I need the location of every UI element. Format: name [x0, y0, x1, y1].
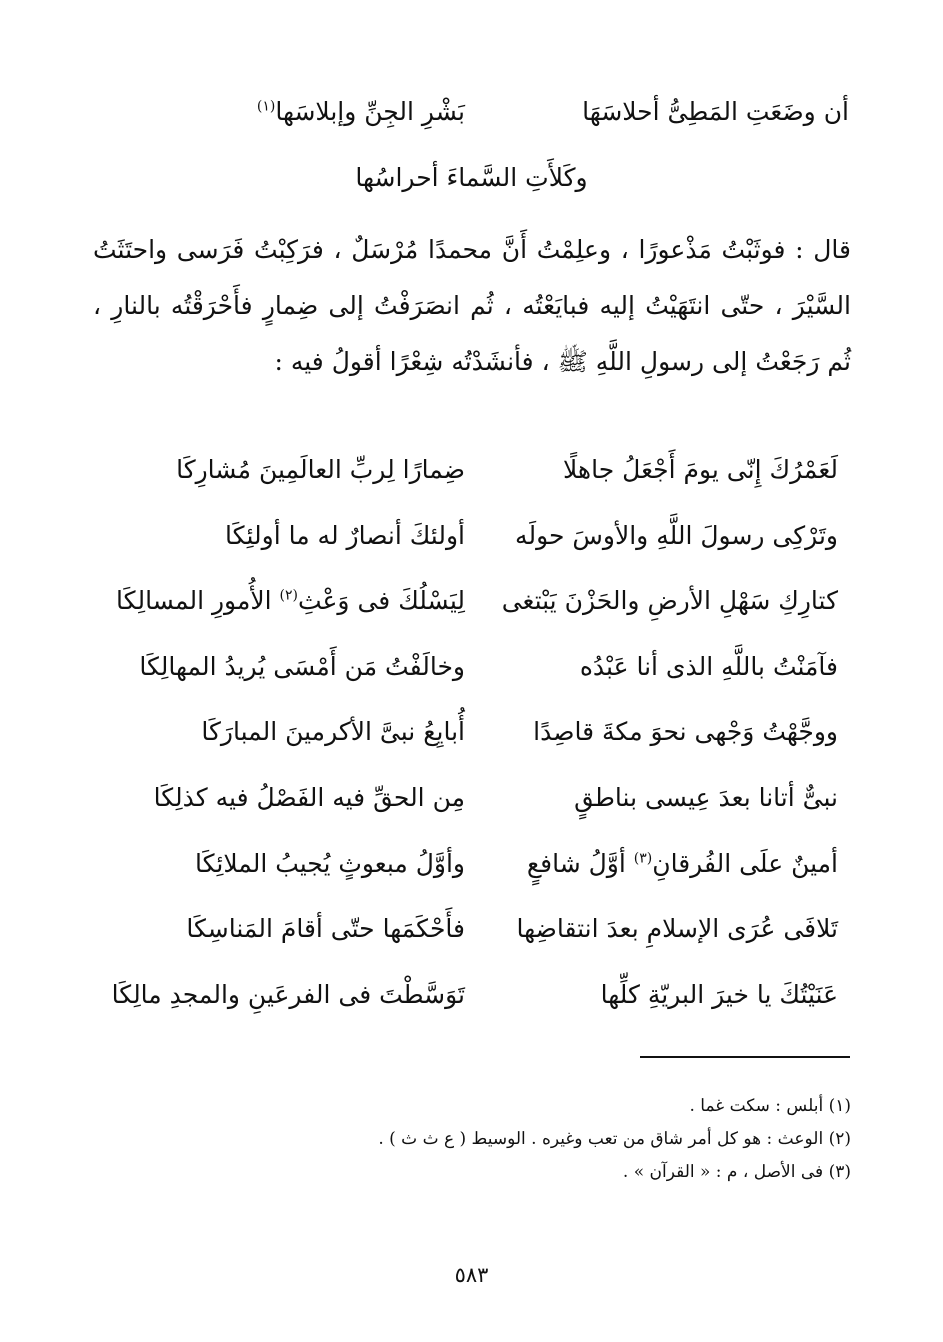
footnote-marker: (٣)	[633, 850, 653, 867]
hemistich-part: الأُمورِ المسالِكَا	[116, 586, 280, 615]
opening-verse-second-hemistich	[582, 92, 849, 132]
poem-right-hemistich: لَعَمْرُكَ إِنّى يومَ أَجْعَلُ جاهلًا	[563, 455, 838, 484]
opening-verse-text: بَشْرِ الجِنِّ وإبلاسَها	[275, 97, 465, 126]
poem-right-hemistich: ووجَّهْتُ وَجْهى نحوَ مكةَ قاصِدًا	[533, 717, 838, 746]
footnote-1: (١) أبلس : سكت غما .	[689, 1096, 851, 1116]
footnote-3: (٣) فى الأصل ، م : « القرآن » .	[622, 1162, 851, 1182]
poem-left-hemistich: أُبايِعُ نبىَّ الأكرمينَ المبارَكَا	[201, 717, 465, 746]
poem-left-hemistich: فأَحْكَمَها حتّى أقامَ المَناسِكَا	[186, 914, 465, 943]
footnote-separator	[640, 1056, 850, 1058]
hemistich-part: أمينٌ علَى الفُرقانِ	[652, 849, 838, 878]
poem-left-hemistich: وخالَفْتُ مَن أَمْسَى يُريدُ المهالِكَا	[139, 652, 465, 681]
opening-verse-text: أن وضَعَتِ المَطِىُّ أحلاسَهَا	[582, 97, 849, 126]
poem-right-hemistich: نبىٌّ أتانا بعدَ عِيسى بناطقٍ	[574, 783, 838, 812]
poem-left-hemistich: وأوَّلُ مبعوثٍ يُجيبُ الملائِكَا	[194, 849, 465, 878]
poem-left-hemistich: مِن الحقِّ فيه الفَصْلُ فيه كذلِكَا	[153, 783, 465, 812]
opening-verse-continuation: وكَلأَتِ السَّماءَ أحراسُها	[355, 163, 588, 192]
poem-left-hemistich	[116, 581, 465, 621]
poem-right-hemistich	[527, 844, 838, 884]
poem-right-hemistich: كتارِكِ سَهْلِ الأرضِ والحَزْنَ يَبْتغى	[501, 586, 838, 615]
poem-left-hemistich: تَوَسَّطْتَ فى الفرعَينِ والمجدِ مالِكَا	[111, 980, 465, 1009]
poem-right-hemistich: فآمَنْتُ باللَّهِ الذى أنا عَبْدُه	[579, 652, 838, 681]
hemistich-part: أوَّلُ شافعٍ	[526, 849, 634, 878]
footnote-marker: (١)	[256, 98, 276, 115]
prose-paragraph: قال : فوثَبْتُ مَذْعورًا ، وعلِمْتُ أَنَّ محمدًا مُرْسَلٌ ، فرَكِبْتُ فَرَسى واحتَثَتُ السَّيْرَ ، حتّى انتَهَيْتُ إليه فبايَعْتُه ، ثُم انصَرَفْتُ إلى ضِمارٍ فأَحْرَقْتُه بالنارِ ، ثُم رَجَعْتُ إلى رسولِ اللَّهِ ﷺ ، فأنشَدْتُه شِعْرًا أقولُ فيه :	[93, 235, 851, 376]
poem-right-hemistich: وتَرْكِى رسولَ اللَّهِ والأوسَ حولَه	[515, 521, 838, 550]
poem-right-hemistich: تَلافَى عُرَى الإسلامِ بعدَ انتقاضِها	[516, 914, 838, 943]
poem-right-hemistich: عَنَيْتُكَ يا خيرَ البريّةِ كلِّها	[600, 980, 838, 1009]
footnote-2: (٢) الوعث : هو كل أمر شاق من تعب وغيره . الوسيط ( ع ث ث ) .	[378, 1129, 851, 1149]
poem-left-hemistich: أولئكَ أنصارٌ له ما أولئِكَا	[225, 521, 465, 550]
poem-left-hemistich: ضِمارًا لِربِّ العالَمِينَ مُشارِكَا	[176, 455, 465, 484]
opening-verse-first-hemistich	[257, 92, 465, 132]
hemistich-part: لِيَسْلُكَ فى وَعْثِ	[297, 586, 465, 615]
footnote-marker: (٢)	[279, 587, 298, 604]
page-number: ٥٨٣	[454, 1263, 489, 1287]
